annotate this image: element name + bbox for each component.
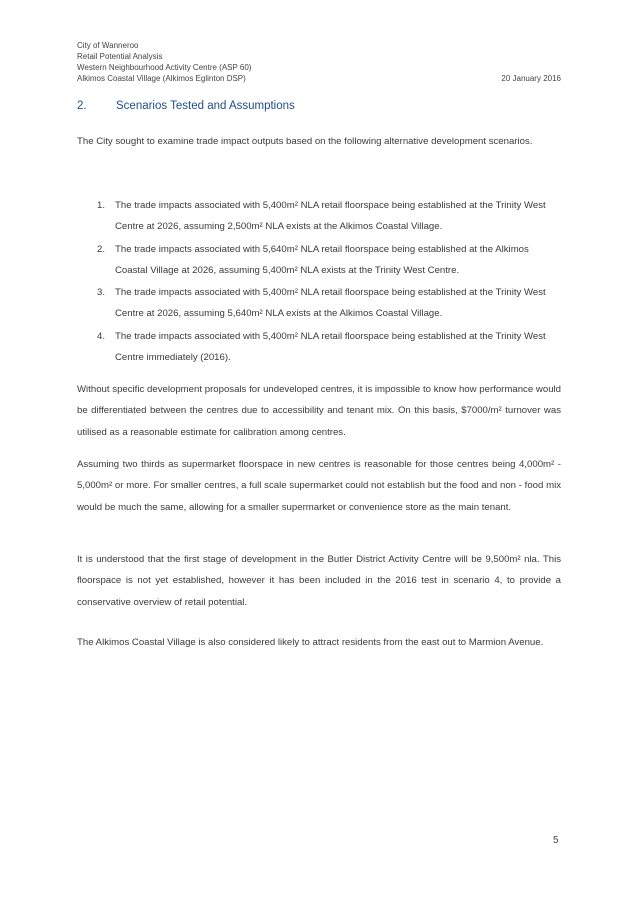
list-item-number: 3. <box>97 287 106 299</box>
list-item <box>77 239 561 282</box>
paragraph-alkimos-catchment: The Alkimos Coastal Village is also considered likely to attract residents from the east out to Marmion Avenue. <box>77 637 544 648</box>
list-item-number: 4. <box>97 330 106 342</box>
section-heading <box>77 100 295 112</box>
paragraph-butler-centre: It is understood that the first stage of development in the Butler District Activity Centre will be 9,500m² nla. This floorspace is not yet established, however it has been included in the 2016 test in scenario 4, to provide a conservative overview of retail potential. <box>77 554 561 608</box>
header-line-organisation: City of Wanneroo <box>77 41 139 50</box>
page-number: 5 <box>553 835 559 846</box>
section-number: 2. <box>77 100 87 112</box>
list-item-number: 2. <box>97 243 106 255</box>
scenario-list <box>77 195 561 369</box>
list-item <box>77 195 561 238</box>
list-item-text: The trade impacts associated with 5,640m² NLA retail floorspace being established at the Alkimos Coastal Village at 2026, assuming 5,400m² NLA exists at the Trinity West Centre. <box>115 243 529 276</box>
list-item-number: 1. <box>97 200 106 211</box>
list-item-text: The trade impacts associated with 5,400m² NLA retail floorspace being established at the Trinity West Centre immediately (2016). <box>115 330 546 364</box>
section-title: Scenarios Tested and Assumptions <box>116 100 295 112</box>
header-line-centre-two: Alkimos Coastal Village (Alkimos Eglinton DSP) <box>77 74 246 83</box>
intro-paragraph: The City sought to examine trade impact outputs based on the following alternative development scenarios. <box>77 136 533 147</box>
list-item-text: The trade impacts associated with 5,400m² NLA retail floorspace being established at the Trinity West Centre at 2026, assuming 2,500m² NLA exists at the Alkimos Coastal Village. <box>115 200 546 233</box>
paragraph-turnover-assumption: Without specific development proposals for undeveloped centres, it is impossible to know how performance would be differentiated between the centres due to accessibility and tenant mix. On this basis, $7000/m² turnover was utilised as a reasonable estimate for calibration among centres. <box>77 384 561 438</box>
header-line-centre-one: Western Neighbourhood Activity Centre (ASP 60) <box>77 63 252 72</box>
list-item <box>77 282 561 325</box>
header-line-report-title: Retail Potential Analysis <box>77 52 163 61</box>
list-item-text: The trade impacts associated with 5,400m² NLA retail floorspace being established at the Trinity West Centre at 2026, assuming 5,640m² NLA exists at the Alkimos Coastal Village. <box>115 287 546 320</box>
list-item <box>77 326 561 369</box>
header-date: 20 January 2016 <box>501 74 561 83</box>
page-header <box>77 40 561 84</box>
paragraph-supermarket-assumption: Assuming two thirds as supermarket floorspace in new centres is reasonable for those centres being 4,000m² - 5,000m² or more. For smaller centres, a full scale supermarket could not establish but the food and non - food mix would be much the same, allowing for a smaller supermarket or convenience store as the main tenant. <box>77 459 561 513</box>
